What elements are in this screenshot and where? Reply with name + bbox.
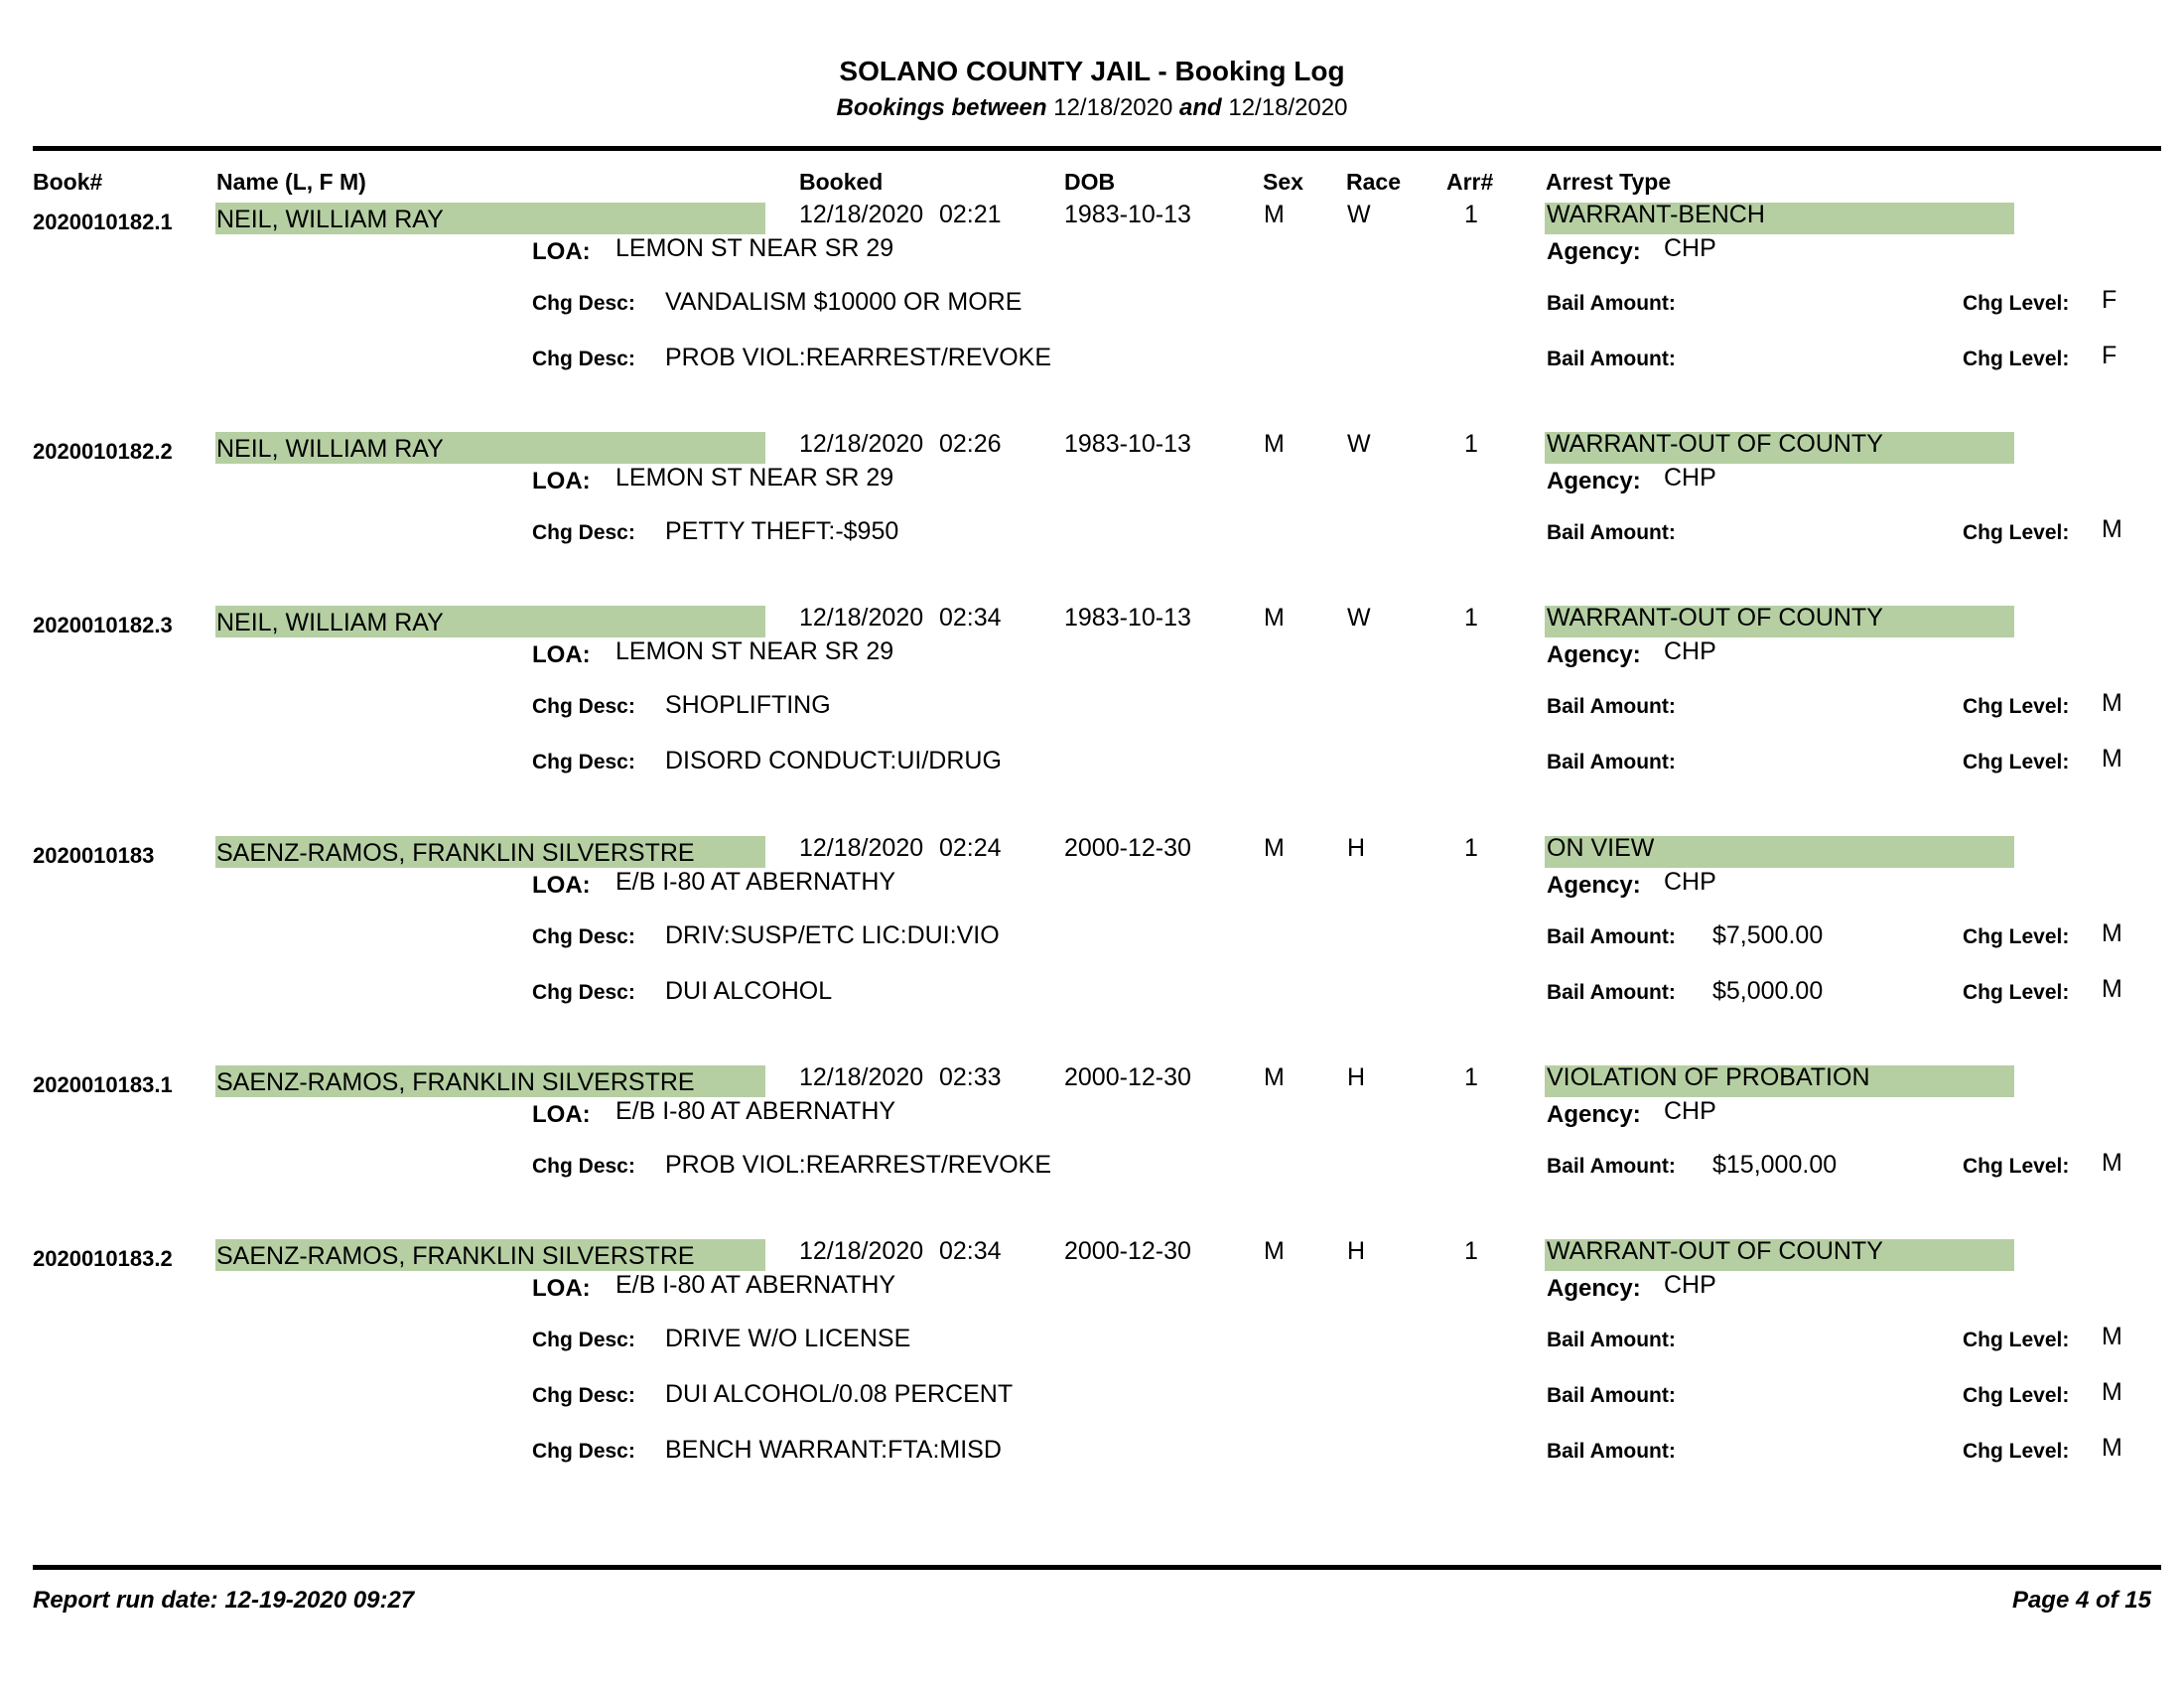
- agency-value: CHP: [1664, 637, 1716, 665]
- book-number: 2020010182.1: [33, 210, 173, 234]
- chg-desc-label: Chg Desc:: [532, 695, 635, 718]
- chg-desc-value: PROB VIOL:REARREST/REVOKE: [665, 344, 1051, 371]
- col-arr: Arr#: [1446, 169, 1494, 195]
- chg-level-value: F: [2102, 286, 2117, 314]
- subtitle-and: and: [1179, 94, 1222, 121]
- bail-amount-label: Bail Amount:: [1547, 1440, 1676, 1463]
- bottom-divider: [33, 1565, 2161, 1570]
- sex: M: [1264, 834, 1285, 862]
- chg-desc-label: Chg Desc:: [532, 1329, 635, 1351]
- arrest-type: ON VIEW: [1547, 834, 1655, 862]
- chg-level-value: M: [2102, 975, 2122, 1003]
- col-booked: Booked: [799, 169, 884, 195]
- agency-value: CHP: [1664, 1097, 1716, 1125]
- chg-desc-value: DRIVE W/O LICENSE: [665, 1325, 911, 1352]
- loa-value: E/B I-80 AT ABERNATHY: [615, 1271, 896, 1299]
- chg-desc-value: DRIV:SUSP/ETC LIC:DUI:VIO: [665, 921, 1000, 949]
- loa-value: LEMON ST NEAR SR 29: [615, 637, 894, 665]
- inmate-name: SAENZ-RAMOS, FRANKLIN SILVERSTRE: [216, 839, 695, 867]
- bail-amount-label: Bail Amount:: [1547, 1384, 1676, 1407]
- bail-amount-label: Bail Amount:: [1547, 521, 1676, 544]
- chg-level-value: F: [2102, 342, 2117, 369]
- book-number: 2020010182.3: [33, 613, 173, 637]
- chg-level-label: Chg Level:: [1963, 751, 2070, 774]
- bail-amount-label: Bail Amount:: [1547, 695, 1676, 718]
- chg-desc-value: SHOPLIFTING: [665, 691, 831, 719]
- loa-value: E/B I-80 AT ABERNATHY: [615, 1097, 896, 1125]
- chg-level-label: Chg Level:: [1963, 292, 2070, 315]
- sex: M: [1264, 201, 1285, 228]
- chg-level-label: Chg Level:: [1963, 1440, 2070, 1463]
- race: W: [1347, 604, 1371, 632]
- agency-value: CHP: [1664, 868, 1716, 896]
- dob: 1983-10-13: [1064, 201, 1191, 228]
- dob: 2000-12-30: [1064, 834, 1191, 862]
- chg-desc-value: BENCH WARRANT:FTA:MISD: [665, 1436, 1002, 1464]
- booked-time: 02:24: [939, 834, 1002, 862]
- arrest-number: 1: [1464, 201, 1478, 228]
- chg-desc-label: Chg Desc:: [532, 1440, 635, 1463]
- race: W: [1347, 430, 1371, 458]
- dob: 1983-10-13: [1064, 604, 1191, 632]
- chg-level-value: M: [2102, 1323, 2122, 1350]
- col-sex: Sex: [1263, 169, 1303, 195]
- loa-label: LOA:: [532, 1101, 591, 1128]
- chg-level-label: Chg Level:: [1963, 348, 2070, 370]
- arrest-type: WARRANT-OUT OF COUNTY: [1547, 604, 1883, 632]
- booked-date: 12/18/2020: [799, 604, 924, 632]
- chg-level-value: M: [2102, 1434, 2122, 1462]
- chg-desc-label: Chg Desc:: [532, 925, 635, 948]
- booked-date: 12/18/2020: [799, 201, 924, 228]
- loa-label: LOA:: [532, 468, 591, 494]
- arrest-type: WARRANT-BENCH: [1547, 201, 1765, 228]
- loa-value: LEMON ST NEAR SR 29: [615, 464, 894, 492]
- chg-desc-label: Chg Desc:: [532, 1155, 635, 1178]
- book-number: 2020010183.2: [33, 1246, 173, 1271]
- booked-time: 02:33: [939, 1063, 1002, 1091]
- agency-value: CHP: [1664, 234, 1716, 262]
- arrest-number: 1: [1464, 604, 1478, 632]
- chg-desc-label: Chg Desc:: [532, 521, 635, 544]
- chg-level-label: Chg Level:: [1963, 981, 2070, 1004]
- chg-desc-value: DISORD CONDUCT:UI/DRUG: [665, 747, 1002, 774]
- book-number: 2020010183: [33, 843, 155, 868]
- chg-level-label: Chg Level:: [1963, 521, 2070, 544]
- book-number: 2020010182.2: [33, 439, 173, 464]
- booked-time: 02:34: [939, 604, 1002, 632]
- booked-time: 02:21: [939, 201, 1002, 228]
- chg-level-label: Chg Level:: [1963, 1384, 2070, 1407]
- agency-value: CHP: [1664, 464, 1716, 492]
- sex: M: [1264, 1237, 1285, 1265]
- booked-date: 12/18/2020: [799, 1237, 924, 1265]
- bail-amount-label: Bail Amount:: [1547, 292, 1676, 315]
- loa-label: LOA:: [532, 238, 591, 265]
- agency-label: Agency:: [1547, 468, 1641, 494]
- arrest-number: 1: [1464, 1237, 1478, 1265]
- inmate-name: NEIL, WILLIAM RAY: [216, 435, 444, 463]
- chg-level-value: M: [2102, 689, 2122, 717]
- booked-date: 12/18/2020: [799, 834, 924, 862]
- chg-level-label: Chg Level:: [1963, 925, 2070, 948]
- report-subtitle: [0, 94, 2184, 122]
- chg-desc-label: Chg Desc:: [532, 751, 635, 774]
- arrest-number: 1: [1464, 1063, 1478, 1091]
- top-divider: [33, 146, 2161, 151]
- chg-level-label: Chg Level:: [1963, 1155, 2070, 1178]
- booked-time: 02:26: [939, 430, 1002, 458]
- bail-amount-label: Bail Amount:: [1547, 751, 1676, 774]
- bail-amount-label: Bail Amount:: [1547, 348, 1676, 370]
- agency-label: Agency:: [1547, 238, 1641, 265]
- loa-value: LEMON ST NEAR SR 29: [615, 234, 894, 262]
- bail-amount-value: $5,000.00: [1712, 977, 1824, 1005]
- race: W: [1347, 201, 1371, 228]
- arrest-type: WARRANT-OUT OF COUNTY: [1547, 430, 1883, 458]
- dob: 2000-12-30: [1064, 1063, 1191, 1091]
- dob: 2000-12-30: [1064, 1237, 1191, 1265]
- chg-desc-value: DUI ALCOHOL: [665, 977, 833, 1005]
- chg-level-value: M: [2102, 1378, 2122, 1406]
- booked-time: 02:34: [939, 1237, 1002, 1265]
- chg-desc-label: Chg Desc:: [532, 348, 635, 370]
- subtitle-prefix: Bookings between: [836, 94, 1047, 121]
- sex: M: [1264, 430, 1285, 458]
- chg-desc-value: DUI ALCOHOL/0.08 PERCENT: [665, 1380, 1014, 1408]
- chg-level-value: M: [2102, 919, 2122, 947]
- bail-amount-value: $7,500.00: [1712, 921, 1824, 949]
- chg-desc-value: PETTY THEFT:-$950: [665, 517, 899, 545]
- agency-label: Agency:: [1547, 1275, 1641, 1302]
- col-book: Book#: [33, 169, 103, 195]
- sex: M: [1264, 1063, 1285, 1091]
- chg-desc-value: VANDALISM $10000 OR MORE: [665, 288, 1023, 316]
- bail-amount-label: Bail Amount:: [1547, 925, 1676, 948]
- bail-amount-label: Bail Amount:: [1547, 1155, 1676, 1178]
- report-title: SOLANO COUNTY JAIL - Booking Log: [839, 56, 1345, 86]
- booked-date: 12/18/2020: [799, 1063, 924, 1091]
- chg-desc-label: Chg Desc:: [532, 1384, 635, 1407]
- bail-amount-value: $15,000.00: [1712, 1151, 1838, 1179]
- chg-level-value: M: [2102, 1149, 2122, 1177]
- chg-desc-value: PROB VIOL:REARREST/REVOKE: [665, 1151, 1051, 1179]
- arrest-type: WARRANT-OUT OF COUNTY: [1547, 1237, 1883, 1265]
- race: H: [1347, 1063, 1366, 1091]
- inmate-name: SAENZ-RAMOS, FRANKLIN SILVERSTRE: [216, 1068, 695, 1096]
- loa-label: LOA:: [532, 1275, 591, 1302]
- bail-amount-label: Bail Amount:: [1547, 981, 1676, 1004]
- chg-desc-label: Chg Desc:: [532, 292, 635, 315]
- agency-label: Agency:: [1547, 872, 1641, 899]
- agency-label: Agency:: [1547, 1101, 1641, 1128]
- sex: M: [1264, 604, 1285, 632]
- race: H: [1347, 834, 1366, 862]
- chg-level-label: Chg Level:: [1963, 695, 2070, 718]
- col-race: Race: [1346, 169, 1401, 195]
- date-to: 12/18/2020: [1228, 94, 1348, 121]
- inmate-name: NEIL, WILLIAM RAY: [216, 206, 444, 233]
- loa-value: E/B I-80 AT ABERNATHY: [615, 868, 896, 896]
- inmate-name: NEIL, WILLIAM RAY: [216, 609, 444, 636]
- loa-label: LOA:: [532, 641, 591, 668]
- chg-level-value: M: [2102, 515, 2122, 543]
- booked-date: 12/18/2020: [799, 430, 924, 458]
- arrest-type: VIOLATION OF PROBATION: [1547, 1063, 1870, 1091]
- col-name: Name (L, F M): [216, 169, 366, 195]
- bail-amount-label: Bail Amount:: [1547, 1329, 1676, 1351]
- col-arrest-type: Arrest Type: [1546, 169, 1672, 195]
- col-dob: DOB: [1064, 169, 1116, 195]
- agency-label: Agency:: [1547, 641, 1641, 668]
- loa-label: LOA:: [532, 872, 591, 899]
- chg-desc-label: Chg Desc:: [532, 981, 635, 1004]
- chg-level-value: M: [2102, 745, 2122, 773]
- book-number: 2020010183.1: [33, 1072, 173, 1097]
- date-from: 12/18/2020: [1053, 94, 1173, 121]
- race: H: [1347, 1237, 1366, 1265]
- arrest-number: 1: [1464, 430, 1478, 458]
- inmate-name: SAENZ-RAMOS, FRANKLIN SILVERSTRE: [216, 1242, 695, 1270]
- arrest-number: 1: [1464, 834, 1478, 862]
- agency-value: CHP: [1664, 1271, 1716, 1299]
- report-run-date: Report run date: 12-19-2020 09:27: [33, 1587, 415, 1614]
- dob: 1983-10-13: [1064, 430, 1191, 458]
- chg-level-label: Chg Level:: [1963, 1329, 2070, 1351]
- page-number: Page 4 of 15: [2011, 1587, 2151, 1614]
